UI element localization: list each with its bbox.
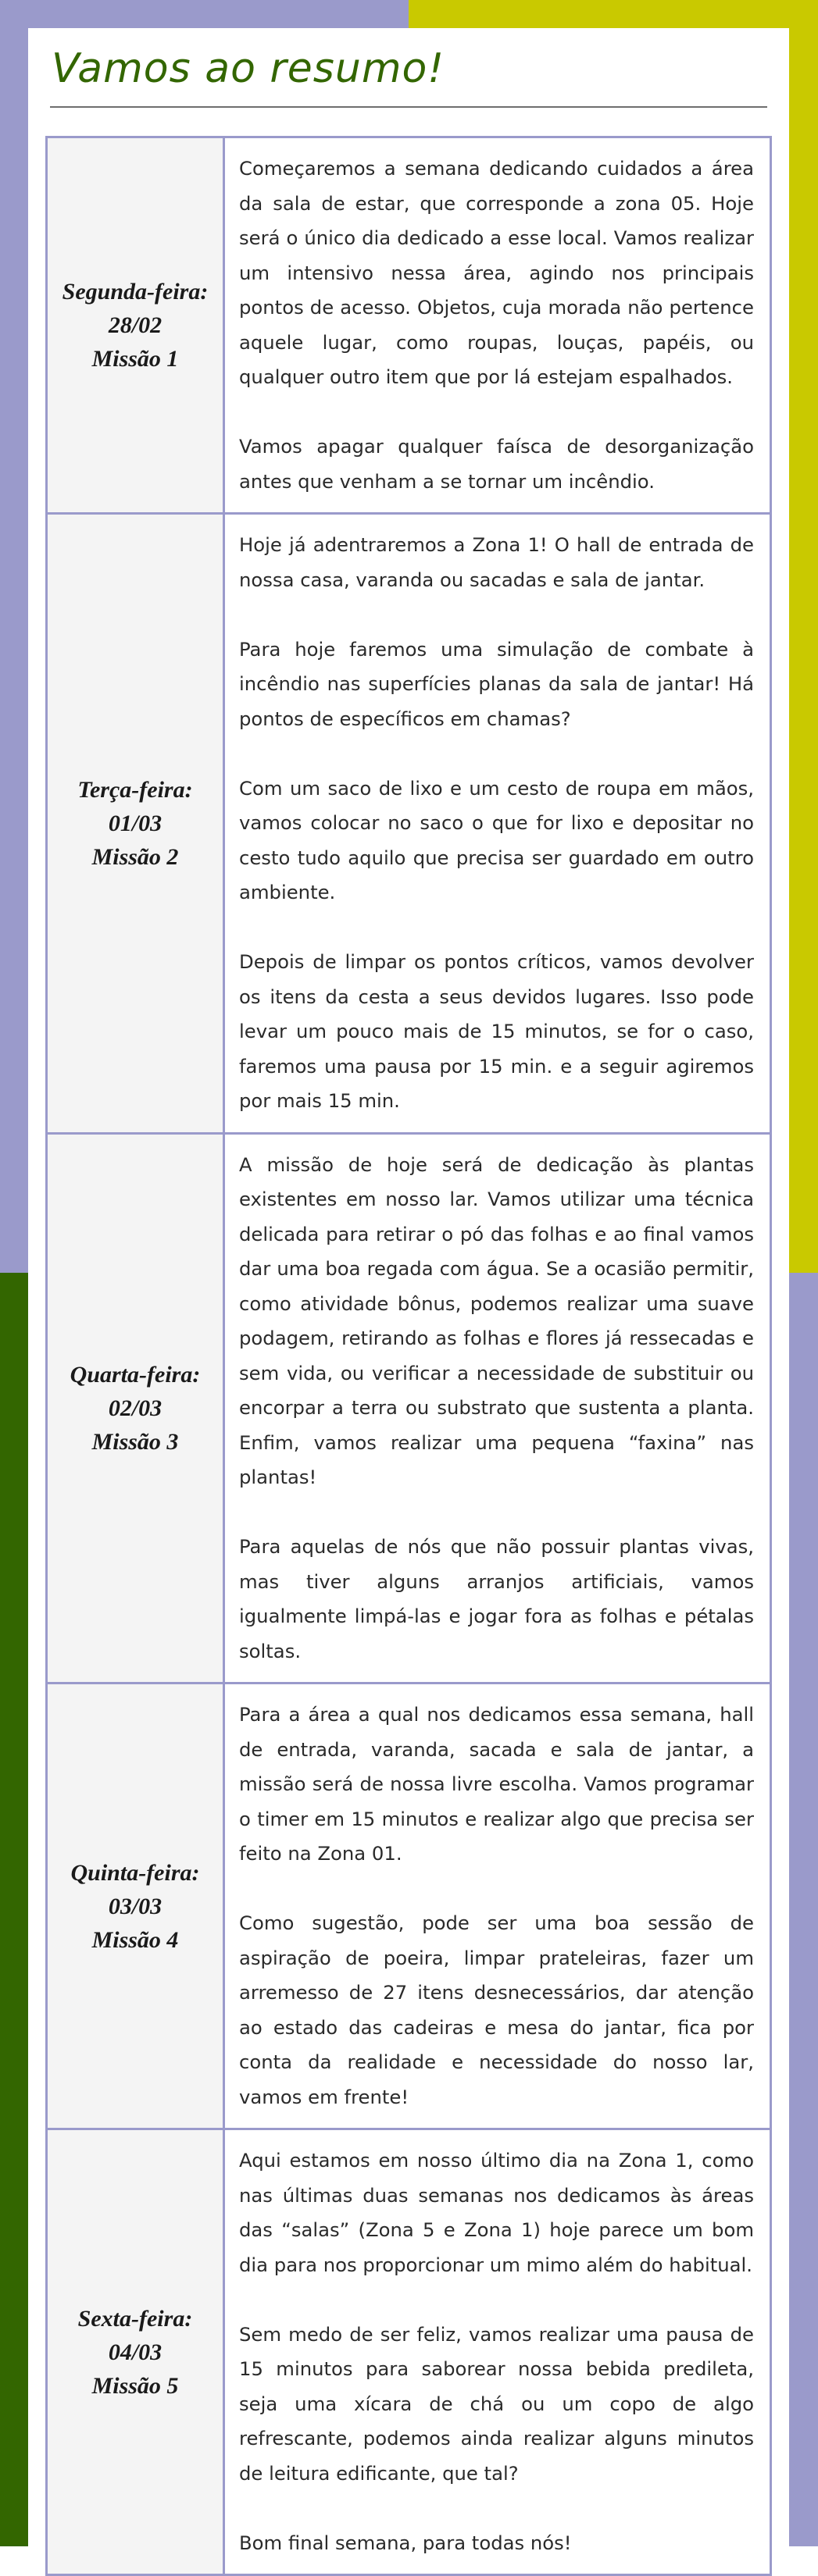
mission-paragraph: Como sugestão, pode ser uma boa sessão de aspiração de poeira, limpar prateleiras, fazer um arremesso de 27 itens desnecessários, dar atenção ao estado das cadeiras e mesa do jantar, fica por conta da realidade e necessidade do nosso lar, vamos em frente! — [239, 1912, 754, 2108]
mission-paragraph: Bom final semana, para todas nós! — [239, 2531, 572, 2554]
mission-label: Missão 1 — [91, 346, 179, 372]
mission-description — [224, 137, 771, 514]
content-card — [28, 28, 789, 2554]
mission-paragraph: Para aquelas de nós que não possuir plantas vivas, mas tiver alguns arranjos artificiais, vamos igualmente limpá-las e jogar fora as folhas e pétalas soltas. — [239, 1535, 754, 1662]
mission-label: Missão 2 — [91, 843, 179, 870]
mission-description — [224, 2129, 771, 2575]
mission-paragraph: Para hoje faremos uma simulação de combate à incêndio nas superfícies planas da sala de jantar! Há pontos de específicos em chamas? — [239, 637, 754, 730]
mission-label: Missão 4 — [91, 1926, 179, 1953]
day-date: 01/03 — [108, 810, 163, 836]
day-name: Segunda-feira: — [62, 279, 209, 305]
day-cell — [47, 137, 224, 514]
day-date: 02/03 — [108, 1395, 163, 1421]
mission-label: Missão 3 — [91, 1428, 179, 1455]
mission-schedule-table — [45, 136, 772, 2576]
mission-paragraph: Sem medo de ser feliz, vamos realizar uma pausa de 15 minutos para saborear nossa bebida predileta, seja uma xícara de chá ou um copo de algo refrescante, podemos ainda realizar alguns minutos de leitura edificante, que tal? — [239, 2322, 754, 2485]
day-cell — [47, 2129, 224, 2575]
mission-paragraph: Aqui estamos em nosso último dia na Zona 1, como nas últimas duas semanas nos dedicamos às áreas das “salas” (Zona 5 e Zona 1) hoje parece um bom dia para nos proporcionar um mimo além do habitual. — [239, 2149, 754, 2276]
mission-row-wednesday — [47, 1133, 771, 1683]
mission-row-friday — [47, 2129, 771, 2575]
day-cell — [47, 1133, 224, 1683]
mission-row-monday — [47, 137, 771, 514]
mission-paragraph: Começaremos a semana dedicando cuidados a área da sala de estar, que corresponde a zona 05. Hoje será o único dia dedicado a esse local. Vamos realizar um intensivo nessa área, agindo nos principais pontos de acesso. Objetos, cuja morada não pertence aquele lugar, como roupas, louças, papéis, ou qualquer outro item que por lá estejam espalhados. — [239, 157, 754, 388]
mission-description — [224, 1133, 771, 1683]
day-date: 28/02 — [108, 312, 163, 338]
mission-description — [224, 514, 771, 1134]
day-name: Quarta-feira: — [70, 1361, 201, 1388]
mission-description — [224, 1683, 771, 2129]
mission-paragraph: A missão de hoje será de dedicação às plantas existentes em nosso lar. Vamos utilizar uma técnica delicada para retirar o pó das folhas e ao final vamos dar uma boa regada com água. Se a ocasião permitir, como atividade bônus, podemos realizar uma suave podagem, retirando as folhas e flores já ressecadas e sem vida, ou verificar a necessidade de substituir ou encorpar a terra ou substrato que sustenta a planta. Enfim, vamos realizar uma pequena “faxina” nas plantas! — [239, 1153, 754, 1488]
day-name: Terça-feira: — [77, 776, 193, 803]
mission-paragraph: Vamos apagar qualquer faísca de desorganização antes que venham a se tornar um incêndio. — [239, 435, 754, 493]
day-name: Sexta-feira: — [77, 2305, 193, 2332]
day-date: 04/03 — [108, 2339, 163, 2365]
mission-label: Missão 5 — [91, 2372, 179, 2399]
mission-paragraph: Com um saco de lixo e um cesto de roupa em mãos, vamos colocar no saco o que for lixo e depositar no cesto tudo aquilo que precisa ser guardado em outro ambiente. — [239, 776, 754, 903]
mission-paragraph: Depois de limpar os pontos críticos, vamos devolver os itens da cesta a seus devidos lugares. Isso pode levar um pouco mais de 15 minutos, se for o caso, faremos uma pausa por 15 min. e a seguir agiremos por mais 15 min. — [239, 950, 754, 1112]
day-name: Quinta-feira: — [70, 1859, 200, 1886]
day-date: 03/03 — [108, 1893, 163, 1919]
mission-row-tuesday — [47, 514, 771, 1134]
day-cell — [47, 514, 224, 1134]
day-cell — [47, 1683, 224, 2129]
mission-paragraph: Hoje já adentraremos a Zona 1! O hall de entrada de nossa casa, varanda ou sacadas e sala de jantar. — [239, 533, 754, 591]
title-divider — [50, 106, 767, 108]
mission-row-thursday — [47, 1683, 771, 2129]
mission-paragraph: Para a área a qual nos dedicamos essa semana, hall de entrada, varanda, sacada e sala de jantar, a missão será de nossa livre escolha. Vamos programar o timer em 15 minutos e realizar algo que precisa ser feito na Zona 01. — [239, 1703, 754, 1865]
page-title: Vamos ao resumo! — [52, 45, 445, 92]
